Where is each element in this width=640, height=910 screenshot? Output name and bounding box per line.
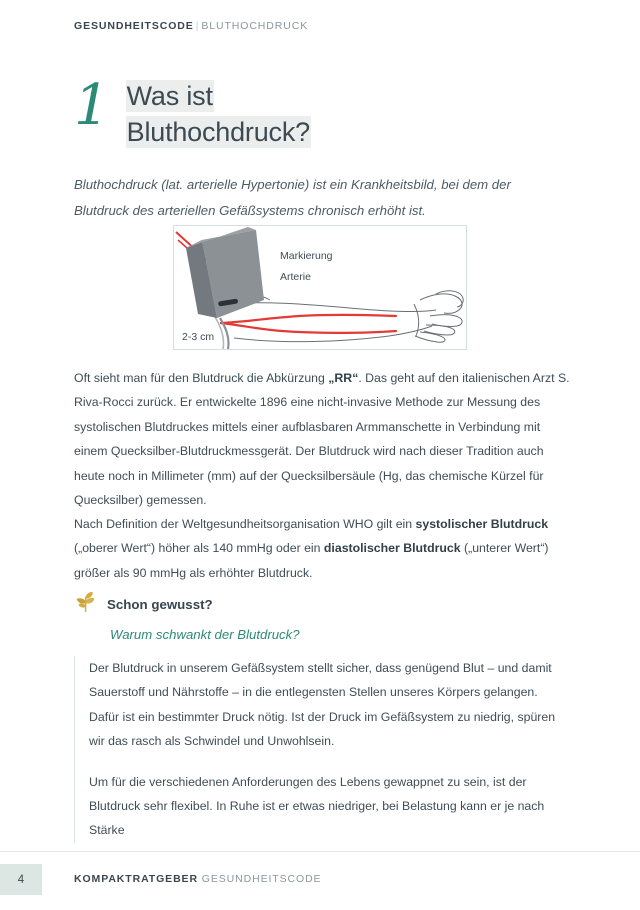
para-rr-text-2: . Das geht auf den italienischen Arzt S. Riva-Rocci zurück. Er entwickelte 1896 eine nicht-invasive Methode zur Messung des systolischen Blutdruckes mittels einer aufblasbaren Armmanschette in Verbindung mit einem Quecksilber-Blutdruckmessgerät. Der Blutdruck wird nach dieser Tradition auch heute noch in Millimeter (mm) auf der Quecksilbersäule (Hg, das chemische Kürzel für Quecksilber) gemessen. xyxy=(74,371,570,508)
para-who-bold-diastolic: diastolischer Blutdruck xyxy=(323,541,461,556)
para-rr-bold: „RR“ xyxy=(328,371,359,385)
callout-subtitle: Warum schwankt der Blutdruck? xyxy=(110,627,300,642)
callout-body xyxy=(74,656,571,843)
running-header xyxy=(74,20,308,32)
figure-label-markierung: Markierung xyxy=(280,250,333,262)
chapter-title-line-1: Was ist xyxy=(126,81,213,111)
figure-blood-pressure-cuff xyxy=(173,225,467,350)
paragraph-rr-abbreviation xyxy=(74,366,571,512)
artery-upper xyxy=(221,315,396,323)
chapter-number: 1 xyxy=(74,73,110,138)
cuff-illustration-svg xyxy=(174,226,466,349)
figure-label-distance: 2-3 cm xyxy=(182,331,215,343)
did-you-know-callout xyxy=(74,592,571,843)
chapter-heading xyxy=(74,73,311,150)
para-who-text-1: Nach Definition der Weltgesundheitsorganisation WHO gilt ein xyxy=(74,517,416,531)
artery-lower xyxy=(221,323,396,333)
page-number: 4 xyxy=(17,873,25,886)
para-who-text-3: („unterer Wert“) größer als 90 mmHg als erhöhter Blutdruck. xyxy=(74,541,549,580)
para-who-bold-systolic: systolischer Blutdruck xyxy=(415,517,549,531)
paragraph-who-definition xyxy=(74,512,571,585)
arm-outline-top xyxy=(229,303,436,312)
callout-title: Schon gewusst? xyxy=(107,596,213,612)
hand-thumb-top xyxy=(420,294,462,313)
callout-paragraph: Um für die verschiedenen Anforderungen des Lebens gewappnet zu sein, ist der Blutdruck sehr flexibel. In Ruhe ist er etwas niedriger, bei Belastung kann er je nach Stärke xyxy=(89,774,545,838)
figure-label-arterie: Arterie xyxy=(280,271,311,283)
page-number-badge xyxy=(0,864,42,895)
leaf-sprig-icon xyxy=(74,591,98,618)
para-rr-text-1: Oft sieht man für den Blutdruck die Abkürzung xyxy=(74,371,329,385)
callout-header xyxy=(74,592,571,616)
footer-divider xyxy=(0,851,640,852)
hand-finger-3 xyxy=(415,332,445,342)
para-who-text-2: („oberer Wert“) höher als 140 mmHg oder ein xyxy=(74,541,324,556)
header-topic: BLUTHOCHDRUCK xyxy=(201,20,309,32)
footer-brand-strong: KOMPAKTRATGEBER xyxy=(74,873,198,885)
running-footer xyxy=(74,873,321,885)
hand-finger-1 xyxy=(430,315,462,327)
header-brand: GESUNDHEITSCODE xyxy=(74,20,194,32)
callout-paragraph: Der Blutdruck in unserem Gefäßsystem stellt sicher, dass genügend Blut – und damit Sauerstoff und Nährstoffe – in die entlegensten Stellen unseres Körpers gelangen. Dafür ist ein bestimmter Druck nötig. Ist der Druck im Gefäßsystem zu niedrig, spüren wir das rasch als Schwindel und Unwohlsein. xyxy=(89,661,556,749)
chapter-title-line-2: Bluthochdruck? xyxy=(126,117,310,147)
header-separator: | xyxy=(195,20,200,32)
footer-brand-light: GESUNDHEITSCODE xyxy=(201,873,322,885)
page-title xyxy=(126,78,311,150)
lead-paragraph: Bluthochdruck (lat. arterielle Hypertonie) ist ein Krankheitsbild, bei dem der Blutdruck des arteriellen Gefäßsystems chronisch erhöht ist. xyxy=(74,177,511,218)
